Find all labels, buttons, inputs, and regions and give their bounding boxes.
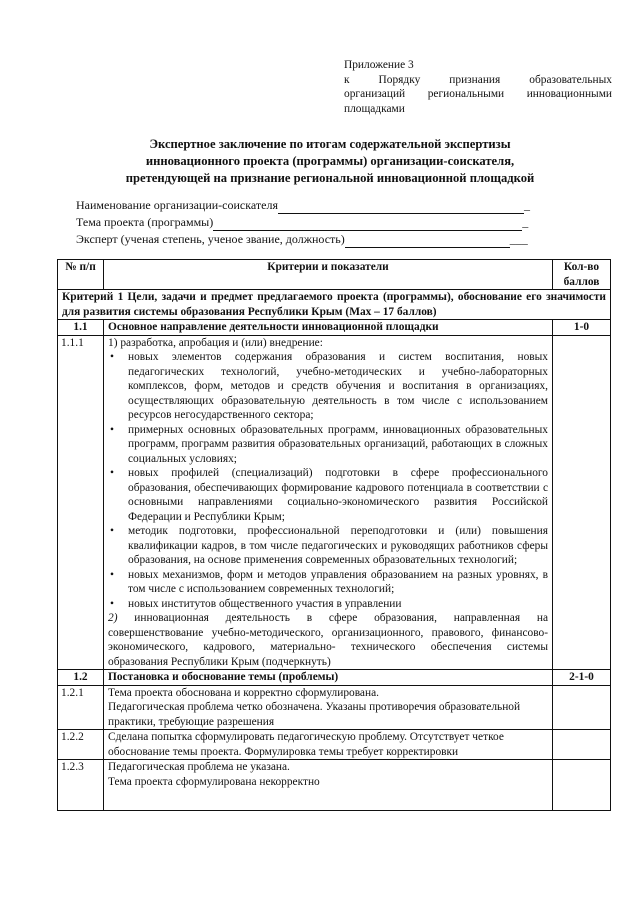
section-row [58, 670, 611, 686]
table-row [58, 685, 611, 730]
row-num: 1.2.1 [58, 685, 104, 730]
title-line: претендующей на признание региональной инновационной площадкой [125, 171, 535, 185]
title-line: Экспертное заключение по итогам содержательной экспертизы [149, 137, 511, 151]
appendix-line: площадками [344, 102, 405, 115]
row-content: Тема проекта обоснована и корректно сформулирована. Педагогическая проблема четко обозначена. Указаны противоречия образовательной практики, требующие разрешения [104, 685, 553, 730]
section-num: 1.1 [58, 320, 104, 336]
row-points[interactable] [553, 760, 611, 811]
row-content: Сделана попытка сформулировать педагогическую проблему. Отсутствует четкое обоснование темы проекта. Формулировка темы требует корректировки [104, 730, 553, 760]
section-num: 1.2 [58, 670, 104, 686]
criterion-1: Критерий 1 Цели, задачи и предмет предлагаемого проекта (программы), обоснование его значимости для развития системы образования Республики Крым (Max – 17 баллов) [58, 290, 611, 320]
appendix-title: Приложение 3 [344, 59, 414, 71]
table-row [58, 760, 611, 811]
topic-blank[interactable] [213, 218, 522, 231]
row-points[interactable] [553, 685, 611, 730]
expert-blank[interactable] [345, 235, 510, 248]
title-line: инновационного проекта (программы) организации-соискателя, [145, 154, 515, 168]
organization-field[interactable]: Наименование организации-соискателя _ [76, 198, 530, 212]
list-item: • новых институтов общественного участия в управлении [110, 597, 402, 610]
list-item: • примерных основных образовательных программ, инновационных образовательных программ, программ развития образовательных организаций, работающих в сложных социальных условиях; [110, 423, 548, 465]
row-points[interactable] [553, 335, 611, 670]
table-header [58, 260, 611, 290]
header-criteria: Критерии и показатели [104, 260, 553, 290]
list-item: • методик подготовки, профессиональной переподготовки и (или) повышения квалификации кадров, в том числе педагогических и руководящих работников сферы образования, на основе применения современных образовательных технологий; [110, 525, 548, 566]
table-row [58, 335, 611, 670]
header-num: № п/п [58, 260, 104, 290]
criterion-row [58, 290, 611, 320]
list-item: • новых механизмов, форм и методов управления образованием на разных уровнях, в том числе с использованием современных технологий; [110, 568, 548, 595]
section-points: 2-1-0 [553, 670, 611, 686]
row-part-2: 2) инновационная деятельность в сфере образования, направленная на совершенствование учебно-методического, организационного, правового, финансово-экономического, кадрового, материально- технического обеспечения системы образования Республики Крым (подчеркнуть) [108, 612, 548, 668]
row-num: 1.2.3 [58, 760, 104, 811]
section-points: 1-0 [553, 320, 611, 336]
row-num: 1.1.1 [58, 335, 104, 670]
bullet-icon: • [110, 597, 114, 610]
bullet-icon: • [110, 351, 114, 363]
list-item: • новых элементов содержания образования и систем воспитания, новых педагогических технологий, учебно-методических и учебно-лабораторных комплексов, форм, методов и средств обучения и воспитания в организациях, осуществляющих образовательную деятельность в том числе с использованием ресурсов негосударственного сектора; [110, 351, 548, 421]
topic-label: Тема проекта (программы) [76, 215, 214, 229]
row-content: Педагогическая проблема не указана. Тема проекта сформулирована некорректно [104, 760, 553, 811]
expert-label: Эксперт (ученая степень, ученое звание, должность) [76, 232, 345, 246]
row-intro: 1) разработка, апробация и (или) внедрение: [108, 336, 323, 349]
header-points: Кол-во баллов [553, 260, 611, 290]
list-item: • новых профилей (специализаций) подготовки в сфере профессионального образования, обеспечивающих формирование кадрового потенциала в соответствии с основными направлениями социально-экономического развития Российской Федерации и Республики Крым; [110, 467, 548, 523]
appendix-line: организаций региональными инновационными [344, 88, 612, 100]
bullet-icon: • [110, 568, 114, 581]
form-fields [76, 197, 530, 248]
appendix-line: к Порядку признания образовательных [344, 73, 612, 86]
bullet-icon: • [110, 423, 114, 436]
row-points[interactable] [553, 730, 611, 760]
criteria-table [57, 259, 611, 811]
document-title [60, 136, 600, 187]
appendix-block [344, 58, 612, 116]
section-title: Основное направление деятельности инновационной площадки [104, 320, 553, 336]
bullet-icon: • [110, 525, 114, 537]
bullet-icon: • [110, 467, 114, 479]
row-num: 1.2.2 [58, 730, 104, 760]
expert-field[interactable]: Эксперт (ученая степень, ученое звание, должность) ___ [76, 232, 528, 246]
organization-blank[interactable] [278, 201, 524, 214]
section-row [58, 320, 611, 336]
table-row [58, 730, 611, 760]
section-title: Постановка и обоснование темы (проблемы) [104, 670, 553, 686]
topic-field[interactable]: Тема проекта (программы) _ [76, 215, 529, 229]
row-content [104, 335, 553, 670]
organization-label: Наименование организации-соискателя [76, 198, 278, 212]
